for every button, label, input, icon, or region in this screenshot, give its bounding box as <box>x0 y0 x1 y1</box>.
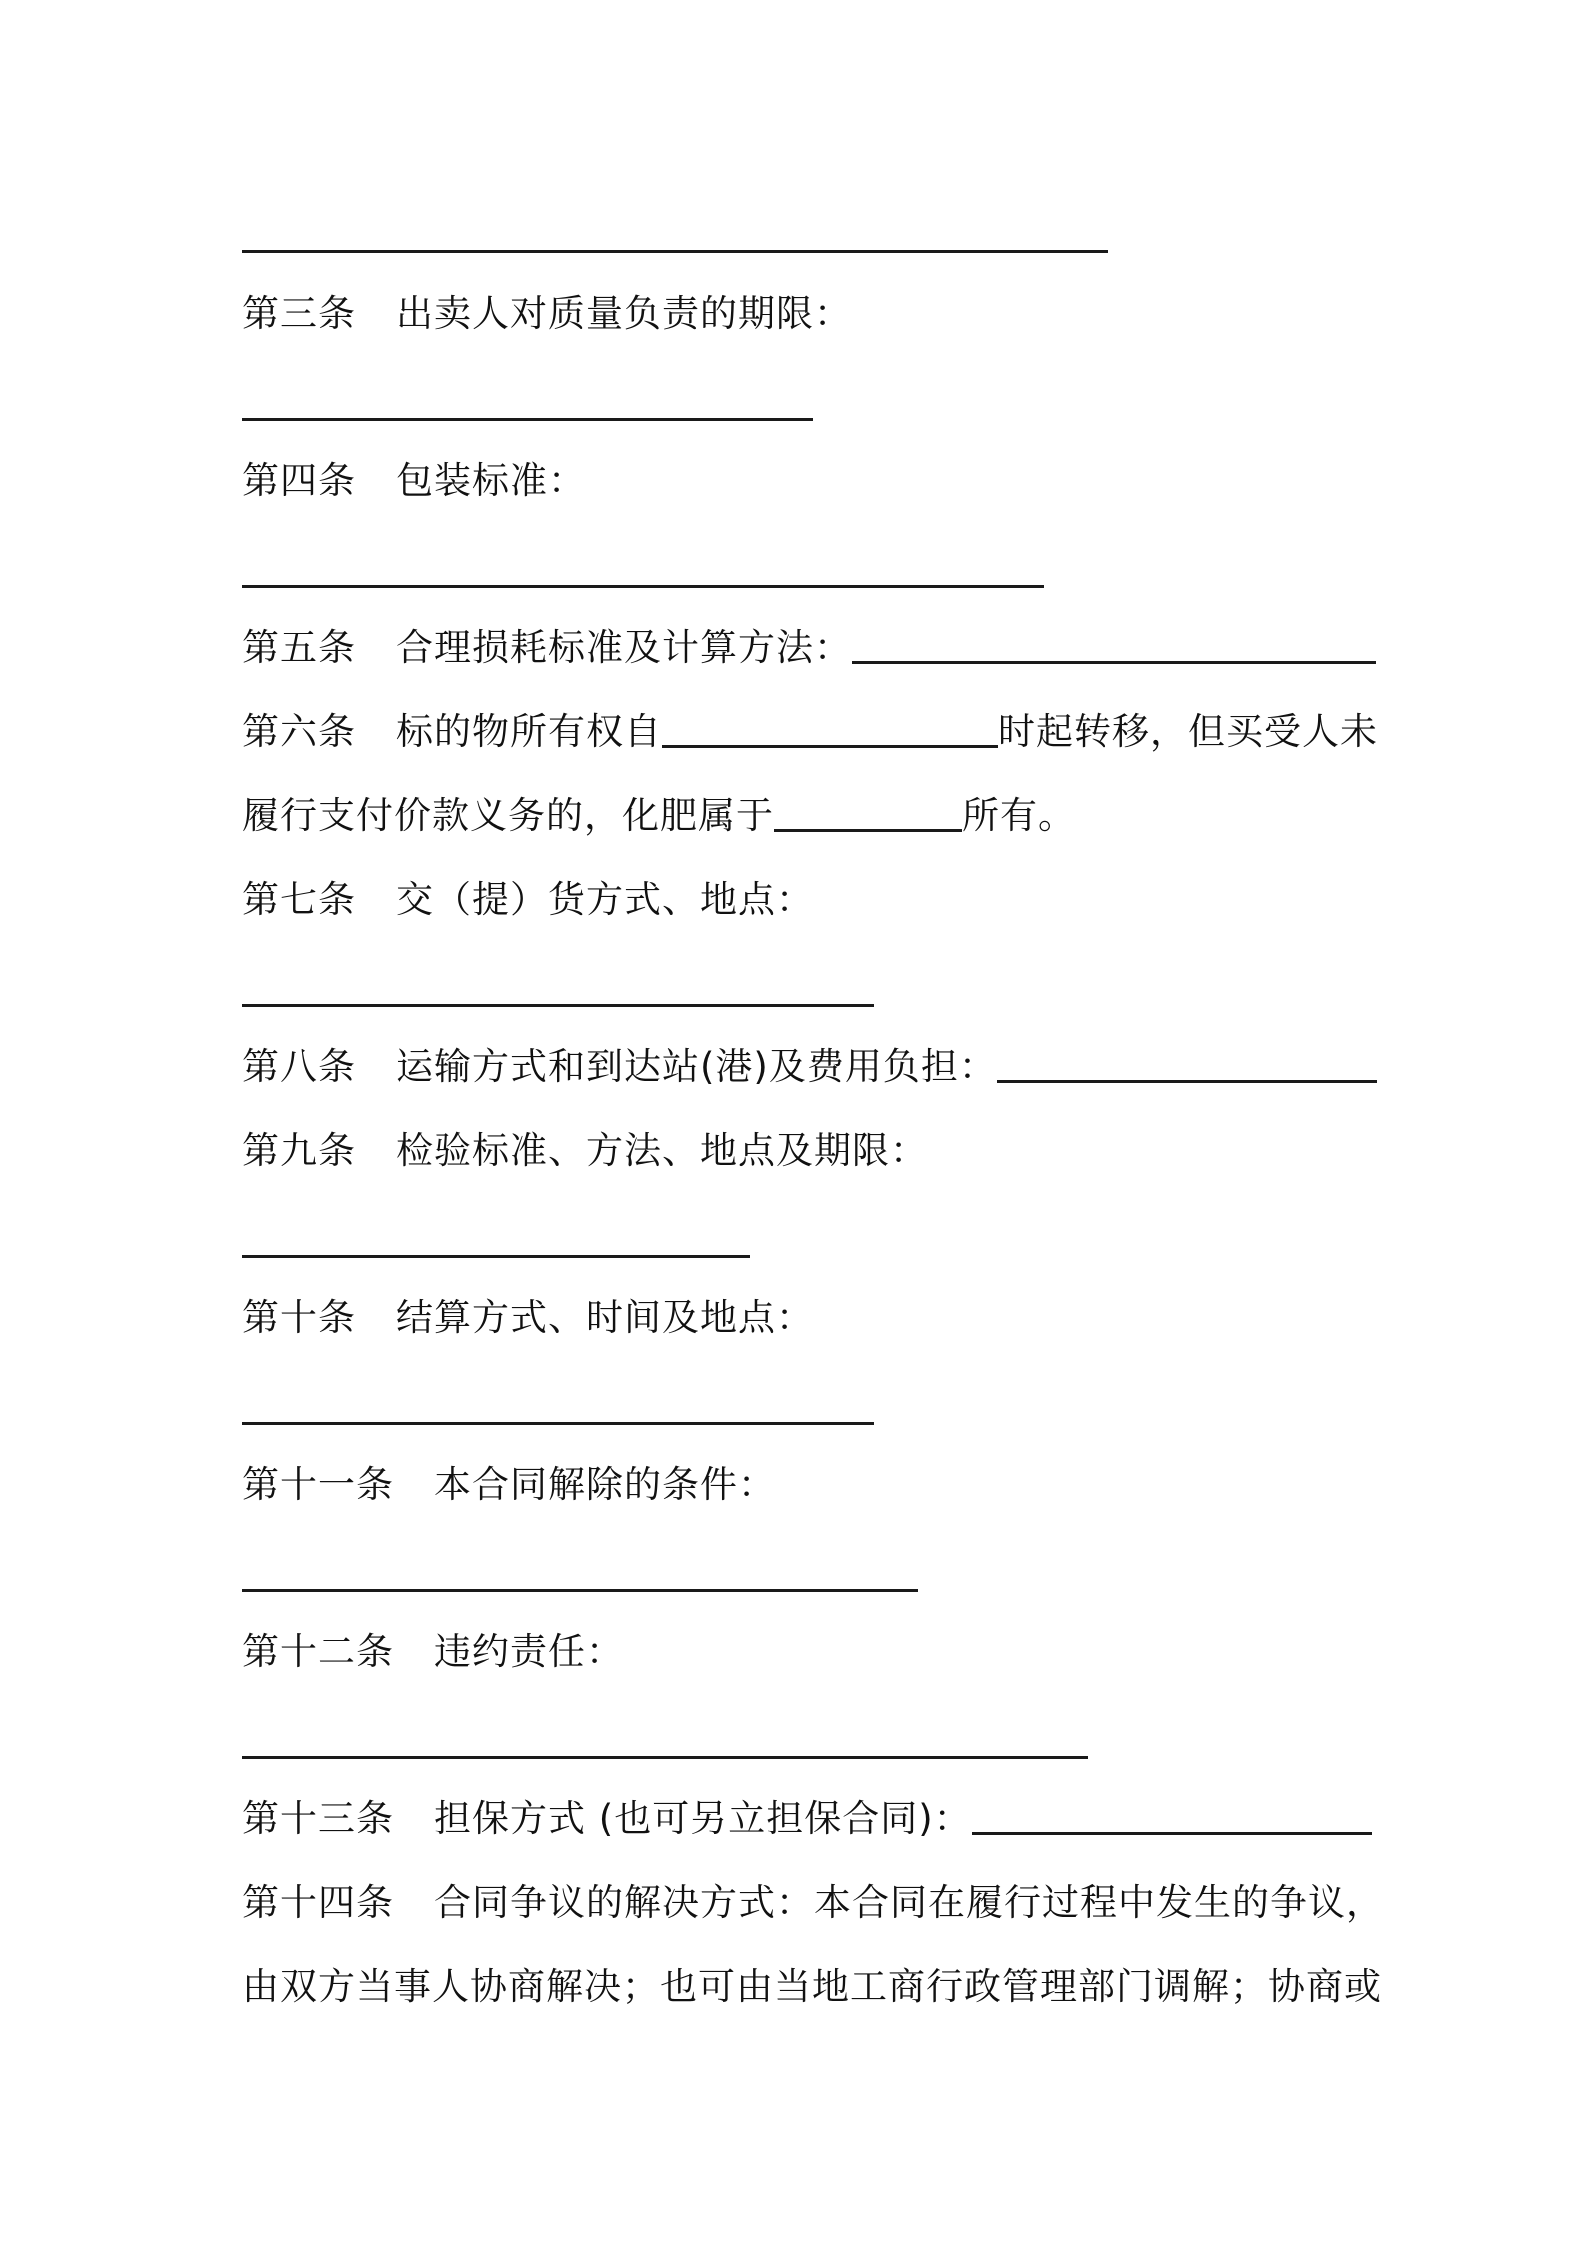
article-text: 检验标准、方法、地点及期限： <box>396 1129 928 1172</box>
blank-line <box>972 1798 1372 1835</box>
article-6-continued <box>242 790 1356 842</box>
article-number: 第四条 <box>242 459 356 502</box>
article-number: 第十条 <box>242 1296 356 1339</box>
article-text: 本合同解除的条件： <box>434 1463 776 1506</box>
article-text: 所有。 <box>962 794 1076 837</box>
article-text: 结算方式、时间及地点： <box>396 1296 814 1339</box>
blank-line <box>852 627 1376 664</box>
article-number: 第五条 <box>242 626 356 669</box>
article-text: 出卖人对质量负责的期限： <box>396 292 852 335</box>
article-3 <box>242 288 1356 340</box>
article-10 <box>242 1292 1356 1344</box>
article-text: 包装标准： <box>396 459 586 502</box>
blank-line <box>242 1255 750 1258</box>
article-number: 第十一条 <box>242 1463 394 1506</box>
article-number: 第九条 <box>242 1129 356 1172</box>
article-8 <box>242 1041 1356 1093</box>
article-number: 第三条 <box>242 292 356 335</box>
blank-line <box>242 1422 874 1425</box>
article-number: 第十二条 <box>242 1630 394 1673</box>
article-12 <box>242 1626 1356 1678</box>
article-number: 第七条 <box>242 878 356 921</box>
article-9 <box>242 1125 1356 1177</box>
article-14 <box>242 1877 1384 1929</box>
article-text: 履行支付价款义务的，化肥属于 <box>242 794 774 837</box>
article-5 <box>242 622 1356 674</box>
blank-line <box>997 1046 1377 1083</box>
blank-line <box>242 1004 874 1007</box>
blank-line <box>242 250 1108 253</box>
article-13 <box>242 1793 1356 1845</box>
article-6 <box>242 706 1378 758</box>
article-4 <box>242 455 1356 507</box>
article-11 <box>242 1459 1356 1511</box>
article-number: 第十三条 <box>242 1797 394 1840</box>
article-text: 交（提）货方式、地点： <box>396 878 814 921</box>
article-14-continued <box>242 1961 1382 2013</box>
blank-line <box>242 585 1044 588</box>
article-text: 合理损耗标准及计算方法： <box>396 626 852 669</box>
blank-line <box>242 418 813 421</box>
article-text: 合同争议的解决方式：本合同在履行过程中发生的争议， <box>434 1881 1384 1924</box>
article-text: 违约责任： <box>434 1630 624 1673</box>
blank-line <box>774 795 962 832</box>
article-number: 第八条 <box>242 1045 356 1088</box>
article-number: 第六条 <box>242 710 356 753</box>
blank-line <box>662 711 998 748</box>
article-text: 运输方式和到达站(港)及费用负担： <box>396 1045 997 1088</box>
article-number: 第十四条 <box>242 1881 394 1924</box>
article-text: 标的物所有权自 <box>396 710 662 753</box>
article-text: 担保方式 (也可另立担保合同)： <box>434 1797 972 1840</box>
blank-line <box>242 1756 1088 1759</box>
article-text: 时起转移，但买受人未 <box>998 710 1378 753</box>
blank-line <box>242 1589 918 1592</box>
article-7 <box>242 874 1356 926</box>
article-text: 由双方当事人协商解决；也可由当地工商行政管理部门调解；协商或 <box>242 1965 1382 2008</box>
